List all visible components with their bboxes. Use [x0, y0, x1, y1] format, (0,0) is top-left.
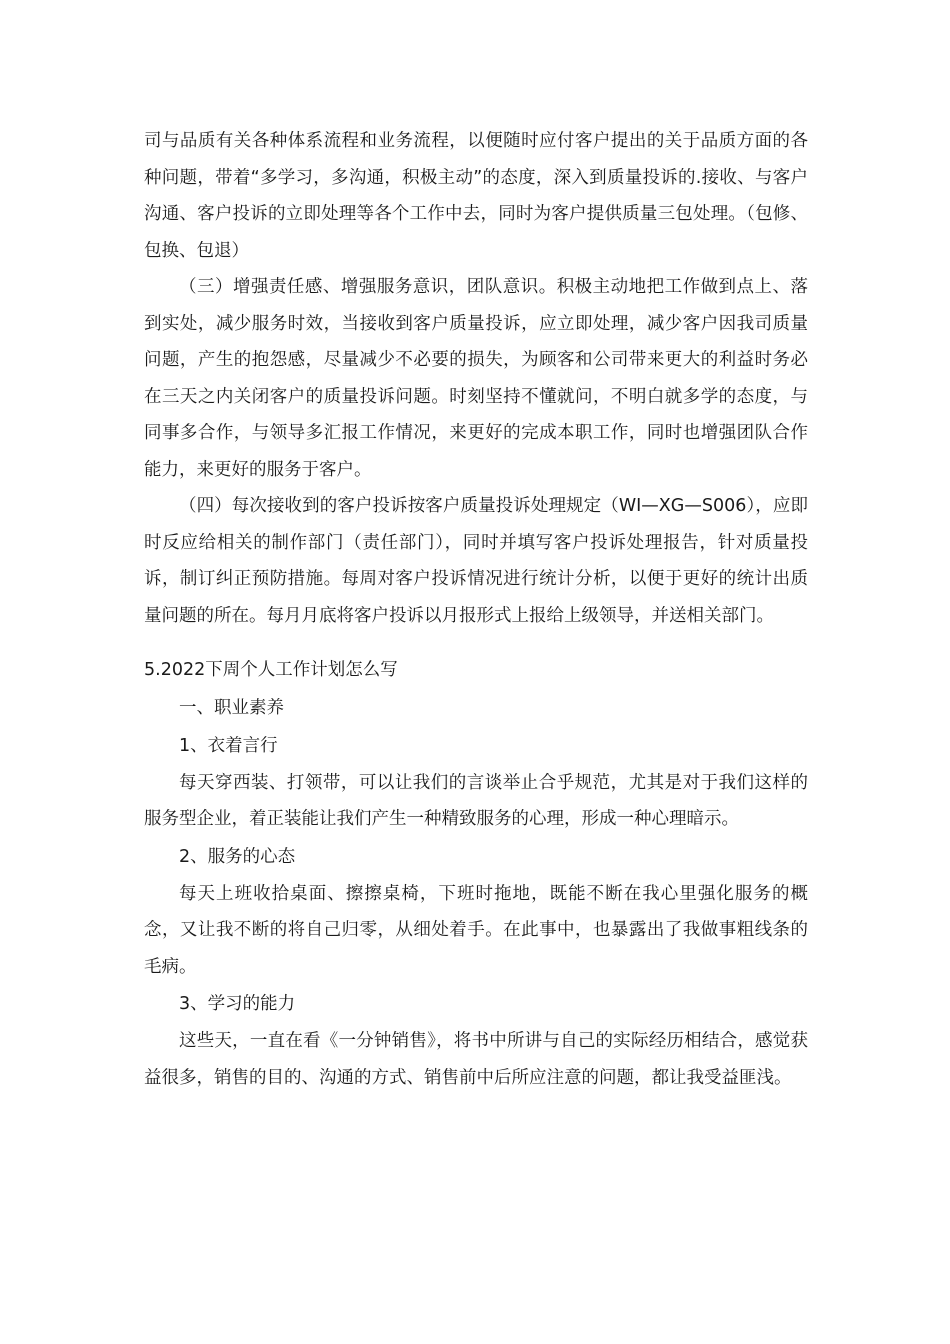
- paragraph-point-four: （四）每次接收到的客户投诉按客户质量投诉处理规定（WI—XG—S006），应即时反应给相关的制作部门（责任部门），同时并填写客户投诉处理报告，针对质量投诉，制订纠正预防措施。每周对客户投诉情况进行统计分析，以便于更好的统计出质量问题的所在。每月月底将客户投诉以月报形式上报给上级领导，并送相关部门。: [144, 496, 808, 626]
- item-text-1: 每天穿西装、打领带，可以让我们的言谈举止合乎规范，尤其是对于我们这样的服务型企业，着正装能让我们产生一种精致服务的心理，形成一种心理暗示。: [144, 772, 808, 829]
- item-heading-1: 1、衣着言行: [179, 735, 278, 756]
- paragraph-continued: 司与品质有关各种体系流程和业务流程，以便随时应付客户提出的关于品质方面的各种问题，带着“多学习，多沟通，积极主动”的态度，深入到质量投诉的.接收、与客户沟通、客户投诉的立即处理等各个工作中去，同时为客户提供质量三包处理。（包修、包换、包退）: [144, 131, 808, 261]
- item-text-2: 每天上班收拾桌面、擦擦桌椅，下班时拖地，既能不断在我心里强化服务的概念，又让我不断的将自己归零，从细处着手。在此事中，也暴露出了我做事粗线条的毛病。: [144, 883, 808, 977]
- section-heading: 5.2022下周个人工作计划怎么写: [144, 660, 398, 680]
- paragraph-point-three: （三）增强责任感、增强服务意识，团队意识。积极主动地把工作做到点上、落到实处，减少服务时效，当接收到客户质量投诉，应立即处理，减少客户因我司质量问题，产生的抱怨感，尽量减少不必要的损失，为顾客和公司带来更大的利益时务必在三天之内关闭客户的质量投诉问题。时刻坚持不懂就问，不明白就多学的态度，与同事多合作，与领导多汇报工作情况，来更好的完成本职工作，同时也增强团队合作能力，来更好的服务于客户。: [144, 277, 808, 480]
- subheading-professional: 一、职业素养: [179, 697, 284, 718]
- document-page: [144, 123, 808, 1096]
- item-heading-3: 3、学习的能力: [179, 994, 296, 1014]
- item-text-3: 这些天，一直在看《一分钟销售》，将书中所讲与自己的实际经历相结合，感觉获益很多，销售的目的、沟通的方式、销售前中后所应注意的问题，都让我受益匪浅。: [144, 1031, 808, 1088]
- item-heading-2: 2、服务的心态: [179, 846, 296, 867]
